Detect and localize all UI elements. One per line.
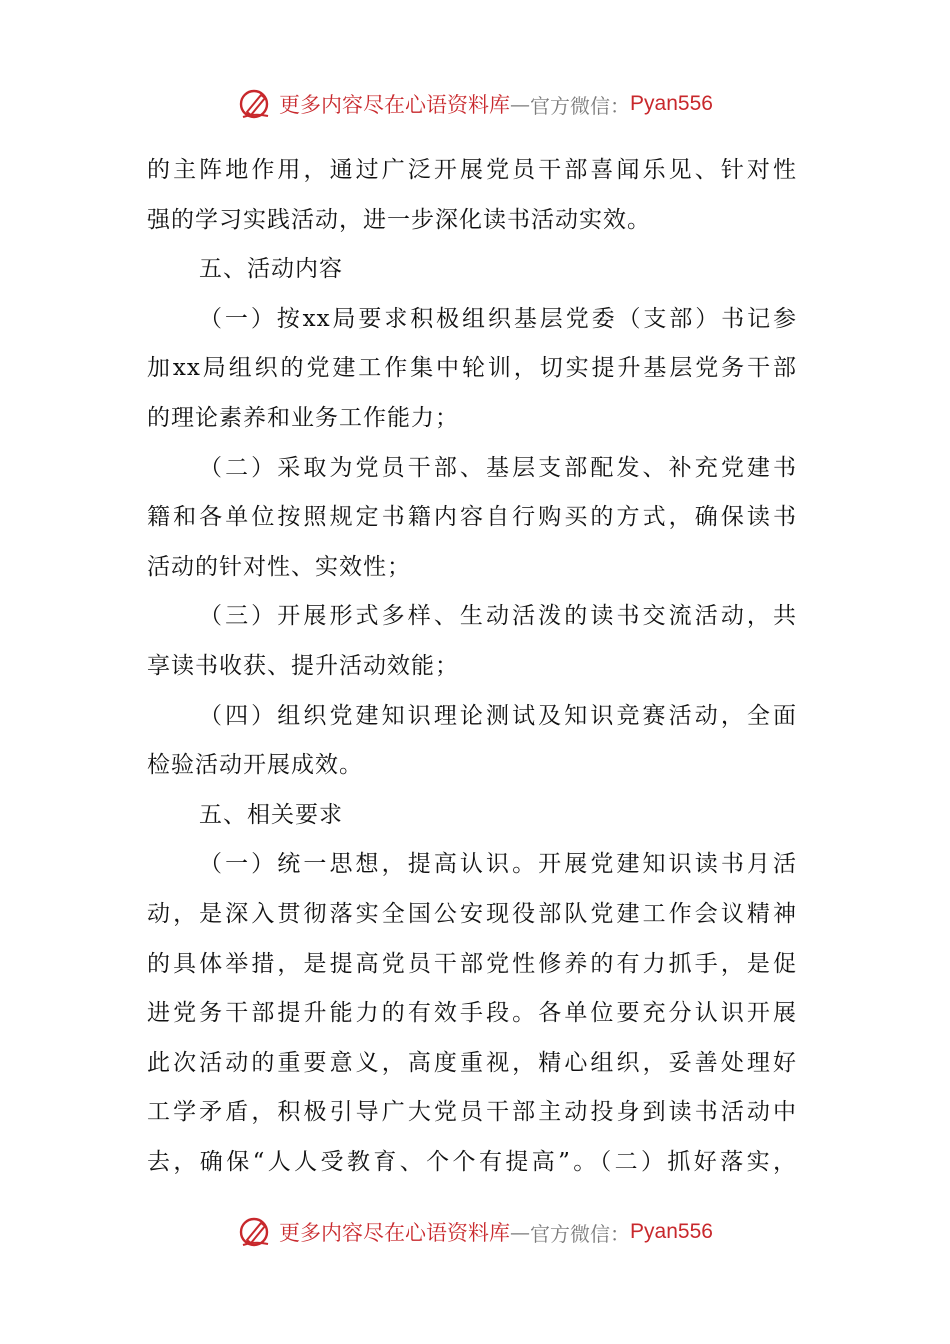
text-line: 五、活动内容 [199, 256, 343, 283]
text-line: 加xx局组织的党建工作集中轮训，切实提升基层党务干部 [147, 355, 797, 382]
text-line: 进党务干部提升能力的有效手段。各单位要充分认识开展 [147, 1000, 797, 1027]
banner-slogan: 更多内容尽在心语资料库 [279, 93, 511, 117]
text-line: 的理论素养和业务工作能力； [147, 404, 459, 431]
text-line: 的具体举措，是提高党员干部党性修养的有力抓手，是促 [147, 950, 797, 977]
text-line: 去，确保“人人受教育、个个有提高”。（二）抓好落实， [147, 1148, 797, 1175]
text-line: 籍和各单位按照规定书籍内容自行购买的方式，确保读书 [147, 504, 797, 531]
banner-dash: — [510, 1220, 531, 1244]
banner-wechat-id: Pyan556 [630, 92, 713, 115]
banner-wechat-label: 官方微信： [530, 1221, 631, 1246]
text-line: 此次活动的重要意义，高度重视，精心组织，妥善处理好 [147, 1049, 797, 1076]
text-line: 五、相关要求 [199, 801, 343, 828]
text-line: （一）统一思想，提高认识。开展党建知识读书月活 [199, 851, 797, 878]
text-line: 享读书收获、提升活动效能； [147, 652, 459, 679]
text-line: （二）采取为党员干部、基层支部配发、补充党建书 [199, 454, 797, 481]
footer-banner [0, 1212, 950, 1252]
text-line: 的主阵地作用，通过广泛开展党员干部喜闻乐见、针对性 [147, 157, 797, 183]
pen-logo-icon [237, 1214, 273, 1250]
text-line: 检验活动开展成效。 [147, 752, 363, 779]
text-line: 强的学习实践活动，进一步深化读书活动实效。 [147, 206, 651, 233]
banner-wechat-id: Pyan556 [630, 1220, 713, 1243]
header-banner [0, 84, 950, 124]
text-line: （四）组织党建知识理论测试及知识竞赛活动，全面 [199, 702, 797, 729]
text-line: （一）按xx局要求积极组织基层党委（支部）书记参 [199, 305, 797, 332]
banner-wechat-label: 官方微信： [530, 93, 631, 118]
banner-dash: — [510, 92, 531, 116]
text-line: 动，是深入贯彻落实全国公安现役部队党建工作会议精神 [147, 900, 797, 927]
pen-logo-icon [237, 86, 273, 122]
text-line: （三）开展形式多样、生动活泼的读书交流活动，共 [199, 603, 797, 630]
text-line: 工学矛盾，积极引导广大党员干部主动投身到读书活动中 [147, 1099, 797, 1126]
banner-slogan: 更多内容尽在心语资料库 [279, 1221, 511, 1245]
text-line: 活动的针对性、实效性； [147, 553, 411, 580]
document-body [147, 146, 797, 1187]
